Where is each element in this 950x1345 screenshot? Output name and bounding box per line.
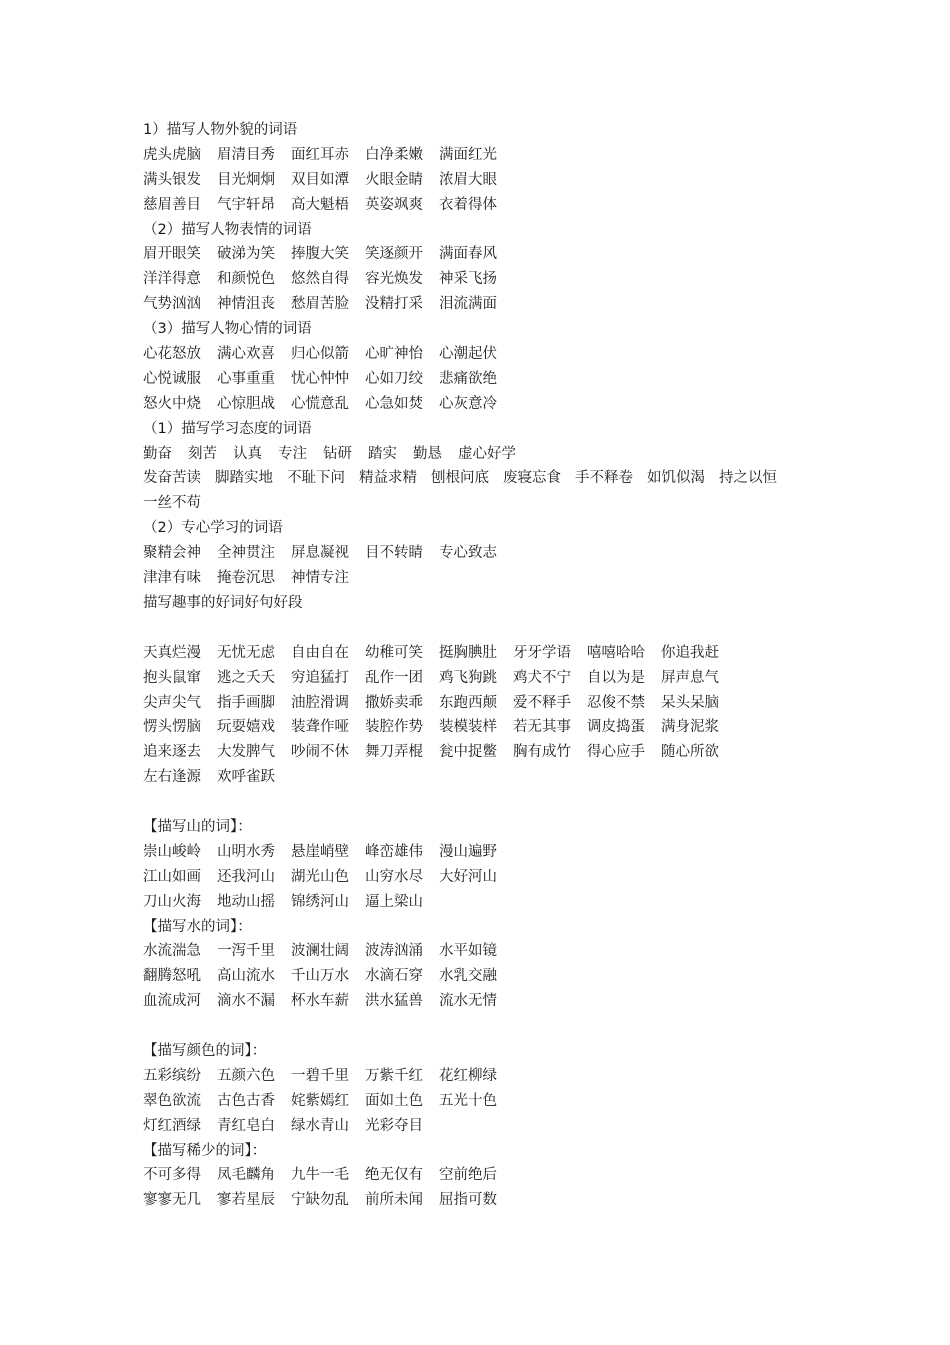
word-row <box>143 715 823 740</box>
word: 古色古香 <box>217 1092 275 1109</box>
word-row <box>143 292 823 317</box>
word: 目光炯炯 <box>217 171 275 188</box>
word: 无忧无虑 <box>217 644 275 661</box>
word: 若无其事 <box>513 719 571 736</box>
word: 虚心好学 <box>458 445 516 462</box>
section-heading <box>143 591 823 616</box>
word-row <box>143 566 823 591</box>
word: 挺胸腆肚 <box>439 644 497 661</box>
word: 瓮中捉鳖 <box>439 744 497 761</box>
word: 心花怒放 <box>143 346 201 363</box>
word: 自由自在 <box>291 644 349 661</box>
word: 精益求精 <box>359 470 417 487</box>
word: 尖声尖气 <box>143 694 201 711</box>
word: 屏息凝视 <box>291 545 349 562</box>
word-row <box>143 890 823 915</box>
section-heading <box>143 218 823 243</box>
word: 勤奋 <box>143 445 172 462</box>
word-row <box>143 1064 823 1089</box>
word: 地动山摇 <box>217 893 275 910</box>
word: 玩耍嬉戏 <box>217 719 275 736</box>
word: 满面春风 <box>439 246 497 263</box>
section-heading <box>143 1039 823 1064</box>
section-heading <box>143 1139 823 1164</box>
word: 目不转睛 <box>365 545 423 562</box>
word: 刨根问底 <box>431 470 489 487</box>
word: 青红皂白 <box>217 1117 275 1134</box>
word: 峰峦雄伟 <box>365 843 423 860</box>
word: 容光焕发 <box>365 271 423 288</box>
word: 手不释卷 <box>575 470 633 487</box>
word: 翠色欲流 <box>143 1092 201 1109</box>
section-heading <box>143 516 823 541</box>
word: 忍俊不禁 <box>587 694 645 711</box>
word: 随心所欲 <box>661 744 719 761</box>
word: 欢呼雀跃 <box>217 769 275 786</box>
word-row <box>143 267 823 292</box>
section-heading-text: （2）描写人物表情的词语 <box>143 221 312 238</box>
word: 漫山遍野 <box>439 843 497 860</box>
word: 刀山火海 <box>143 893 201 910</box>
section-heading-text: 【描写山的词】： <box>143 818 252 835</box>
section-heading <box>143 815 823 840</box>
word: 没精打采 <box>365 296 423 313</box>
word: 水滴石穿 <box>365 968 423 985</box>
word: 锦绣河山 <box>291 893 349 910</box>
word: 水乳交融 <box>439 968 497 985</box>
word: 如饥似渴 <box>647 470 705 487</box>
word-row <box>143 691 823 716</box>
blank-line <box>143 790 823 815</box>
word-row <box>143 442 823 467</box>
word: 东跑西颠 <box>439 694 497 711</box>
word-row <box>143 1089 823 1114</box>
word: 波澜壮阔 <box>291 943 349 960</box>
word: 宁缺勿乱 <box>291 1192 349 1209</box>
word: 发奋苦读 <box>143 470 201 487</box>
section-heading-text: （1）描写学习态度的词语 <box>143 420 312 437</box>
word: 心潮起伏 <box>439 346 497 363</box>
word: 神采飞扬 <box>439 271 497 288</box>
word: 指手画脚 <box>217 694 275 711</box>
word: 寥寥无几 <box>143 1192 201 1209</box>
word: 神情沮丧 <box>217 296 275 313</box>
word: 眉清目秀 <box>217 146 275 163</box>
word: 绿水青山 <box>291 1117 349 1134</box>
word: 神情专注 <box>291 570 349 587</box>
word-row <box>143 242 823 267</box>
word-row <box>143 964 823 989</box>
word: 钻研 <box>323 445 352 462</box>
section-heading-text: 【描写稀少的词】： <box>143 1142 267 1159</box>
word: 呆头呆脑 <box>661 694 719 711</box>
word: 穷追猛打 <box>291 669 349 686</box>
word: 破涕为笑 <box>217 246 275 263</box>
word: 火眼金睛 <box>365 171 423 188</box>
word: 五颜六色 <box>217 1067 275 1084</box>
word: 大发脾气 <box>217 744 275 761</box>
blank-line <box>143 616 823 641</box>
word-row <box>143 989 823 1014</box>
word: 流水无情 <box>439 993 497 1010</box>
word: 调皮捣蛋 <box>587 719 645 736</box>
section-heading-text: 【描写颜色的词】： <box>143 1042 267 1059</box>
section-heading <box>143 915 823 940</box>
word: 英姿飒爽 <box>365 196 423 213</box>
word: 前所未闻 <box>365 1192 423 1209</box>
word: 血流成河 <box>143 993 201 1010</box>
word: 面如土色 <box>365 1092 423 1109</box>
section-heading-text: 1）描写人物外貌的词语 <box>143 122 298 138</box>
word: 悲痛欲绝 <box>439 370 497 387</box>
section-heading-text: 描写趣事的好词好句好段 <box>143 594 303 611</box>
word: 持之以恒 <box>719 470 777 487</box>
word-row <box>143 392 823 417</box>
word-row <box>143 865 823 890</box>
word: 白净柔嫩 <box>365 146 423 163</box>
section-heading-text: （2）专心学习的词语 <box>143 520 283 537</box>
word: 笑逐颜开 <box>365 246 423 263</box>
word: 崇山峻岭 <box>143 843 201 860</box>
word: 水平如镜 <box>439 943 497 960</box>
word: 悬崖峭壁 <box>291 843 349 860</box>
word: 愣头愣脑 <box>143 719 201 736</box>
word: 高山流水 <box>217 968 275 985</box>
word: 胸有成竹 <box>513 744 571 761</box>
word: 光彩夺目 <box>365 1117 423 1134</box>
word: 屏声息气 <box>661 669 719 686</box>
word: 心急如焚 <box>365 395 423 412</box>
section-heading <box>143 417 823 442</box>
word: 自以为是 <box>587 669 645 686</box>
word: 山穷水尽 <box>365 868 423 885</box>
word: 江山如画 <box>143 868 201 885</box>
word: 装腔作势 <box>365 719 423 736</box>
word-row <box>143 939 823 964</box>
word: 洋洋得意 <box>143 271 201 288</box>
word: 满身泥浆 <box>661 719 719 736</box>
word: 浓眉大眼 <box>439 171 497 188</box>
word: 波涛汹涌 <box>365 943 423 960</box>
word: 水流湍急 <box>143 943 201 960</box>
word: 左右逢源 <box>143 769 201 786</box>
word: 山明水秀 <box>217 843 275 860</box>
word: 忧心忡忡 <box>291 370 349 387</box>
word: 聚精会神 <box>143 545 201 562</box>
word-row <box>143 367 823 392</box>
blank-line <box>143 1014 823 1039</box>
word: 愁眉苦脸 <box>291 296 349 313</box>
word: 高大魁梧 <box>291 196 349 213</box>
word: 撒娇卖乖 <box>365 694 423 711</box>
word: 万紫千红 <box>365 1067 423 1084</box>
word: 滴水不漏 <box>217 993 275 1010</box>
word: 逼上梁山 <box>365 893 423 910</box>
word-row <box>143 740 823 765</box>
word: 幼稚可笑 <box>365 644 423 661</box>
section-heading <box>143 118 823 143</box>
word: 气宇轩昂 <box>217 196 275 213</box>
section-heading-text: （3）描写人物心情的词语 <box>143 321 312 338</box>
word: 一丝不苟 <box>143 495 201 512</box>
word: 鸡飞狗跳 <box>439 669 497 686</box>
word: 翻腾怒吼 <box>143 968 201 985</box>
word: 心惊胆战 <box>217 395 275 412</box>
word: 装模装样 <box>439 719 497 736</box>
word: 一碧千里 <box>291 1067 349 1084</box>
word: 天真烂漫 <box>143 644 201 661</box>
word: 嘻嘻哈哈 <box>587 644 645 661</box>
word: 面红耳赤 <box>291 146 349 163</box>
word: 舞刀弄棍 <box>365 744 423 761</box>
word: 衣着得体 <box>439 196 497 213</box>
word-row <box>143 342 823 367</box>
word: 不耻下问 <box>287 470 345 487</box>
word: 满面红光 <box>439 146 497 163</box>
document-body <box>143 118 823 1213</box>
word: 五光十色 <box>439 1092 497 1109</box>
word-row <box>143 168 823 193</box>
word: 捧腹大笑 <box>291 246 349 263</box>
word: 专注 <box>278 445 307 462</box>
word: 洪水猛兽 <box>365 993 423 1010</box>
word: 双目如潭 <box>291 171 349 188</box>
word: 五彩缤纷 <box>143 1067 201 1084</box>
word-row <box>143 765 823 790</box>
word: 九牛一毛 <box>291 1167 349 1184</box>
word: 专心致志 <box>439 545 497 562</box>
word: 虎头虎脑 <box>143 146 201 163</box>
word: 大好河山 <box>439 868 497 885</box>
word: 屈指可数 <box>439 1192 497 1209</box>
section-heading-text: 【描写水的词】： <box>143 918 252 935</box>
word: 悠然自得 <box>291 271 349 288</box>
word: 废寝忘食 <box>503 470 561 487</box>
word: 灯红酒绿 <box>143 1117 201 1134</box>
word: 得心应手 <box>587 744 645 761</box>
word: 吵闹不休 <box>291 744 349 761</box>
word: 心悦诚服 <box>143 370 201 387</box>
word: 怒火中烧 <box>143 395 201 412</box>
word-row <box>143 840 823 865</box>
word-row <box>143 641 823 666</box>
word: 踏实 <box>368 445 397 462</box>
word: 归心似箭 <box>291 346 349 363</box>
word: 慈眉善目 <box>143 196 201 213</box>
word: 心旷神怡 <box>365 346 423 363</box>
word-row <box>143 1188 823 1213</box>
word: 心如刀绞 <box>365 370 423 387</box>
word: 姹紫嫣红 <box>291 1092 349 1109</box>
word: 你追我赶 <box>661 644 719 661</box>
word-row <box>143 193 823 218</box>
word: 逃之夭夭 <box>217 669 275 686</box>
word: 掩卷沉思 <box>217 570 275 587</box>
word-row <box>143 466 823 516</box>
word-row <box>143 666 823 691</box>
word: 杯水车薪 <box>291 993 349 1010</box>
word: 眉开眼笑 <box>143 246 201 263</box>
word: 凤毛麟角 <box>217 1167 275 1184</box>
word: 认真 <box>233 445 262 462</box>
word: 寥若星辰 <box>217 1192 275 1209</box>
word: 心事重重 <box>217 370 275 387</box>
word-row <box>143 541 823 566</box>
word: 津津有味 <box>143 570 201 587</box>
word: 满心欢喜 <box>217 346 275 363</box>
word: 脚踏实地 <box>215 470 273 487</box>
word: 刻苦 <box>188 445 217 462</box>
word-row <box>143 1114 823 1139</box>
word: 和颜悦色 <box>217 271 275 288</box>
word: 牙牙学语 <box>513 644 571 661</box>
section-heading <box>143 317 823 342</box>
word: 鸡犬不宁 <box>513 669 571 686</box>
word: 还我河山 <box>217 868 275 885</box>
word: 抱头鼠窜 <box>143 669 201 686</box>
word: 勤恳 <box>413 445 442 462</box>
word: 油腔滑调 <box>291 694 349 711</box>
word: 一泻千里 <box>217 943 275 960</box>
word: 千山万水 <box>291 968 349 985</box>
word: 泪流满面 <box>439 296 497 313</box>
word: 花红柳绿 <box>439 1067 497 1084</box>
word: 全神贯注 <box>217 545 275 562</box>
word: 心慌意乱 <box>291 395 349 412</box>
word: 气势汹汹 <box>143 296 201 313</box>
word: 湖光山色 <box>291 868 349 885</box>
word-row <box>143 1163 823 1188</box>
word: 装聋作哑 <box>291 719 349 736</box>
word: 空前绝后 <box>439 1167 497 1184</box>
word: 乱作一团 <box>365 669 423 686</box>
word: 不可多得 <box>143 1167 201 1184</box>
word: 爱不释手 <box>513 694 571 711</box>
word: 满头银发 <box>143 171 201 188</box>
word-row <box>143 143 823 168</box>
word: 追来逐去 <box>143 744 201 761</box>
word: 心灰意冷 <box>439 395 497 412</box>
word: 绝无仅有 <box>365 1167 423 1184</box>
